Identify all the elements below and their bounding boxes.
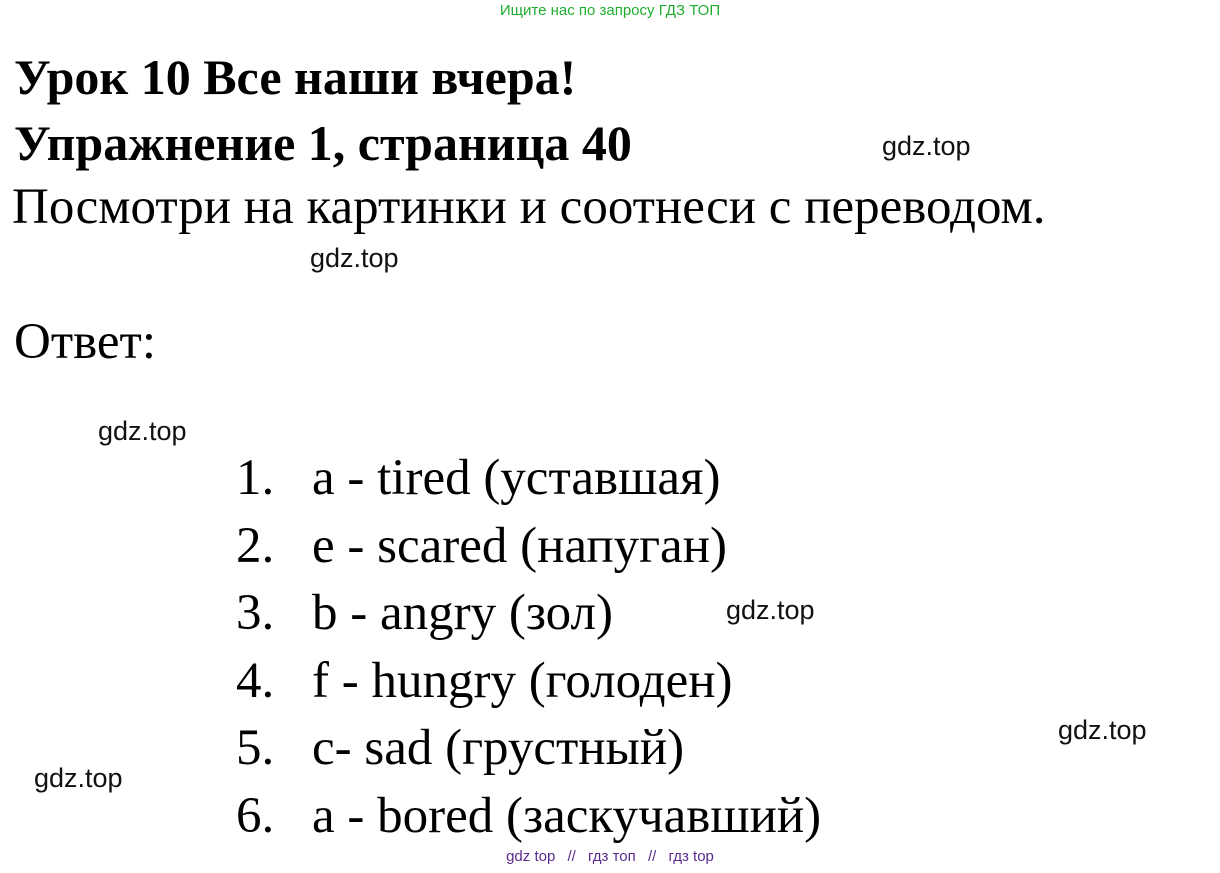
exercise-instruction: Посмотри на картинки и соотнеси с переводом. bbox=[12, 179, 1046, 235]
footer-link-gdz-top-ru[interactable]: гдз топ bbox=[588, 848, 636, 865]
answer-number: 4. bbox=[236, 652, 275, 709]
answer-item bbox=[236, 786, 821, 854]
footer-link-gdz-top[interactable]: gdz top bbox=[506, 848, 556, 865]
answer-text: c- sad (грустный) bbox=[312, 720, 685, 776]
answer-number: 1. bbox=[236, 450, 275, 506]
answer-list bbox=[236, 448, 821, 853]
watermark: gdz.top bbox=[1058, 715, 1147, 745]
answer-item bbox=[236, 718, 821, 786]
answer-text: e - scared (напуган) bbox=[312, 517, 727, 574]
answer-text: f - hungry (голоден) bbox=[312, 652, 733, 709]
watermark: gdz.top bbox=[726, 595, 815, 625]
answer-item bbox=[236, 448, 821, 516]
footer-link-gdz-top-mixed[interactable]: гдз top bbox=[668, 848, 714, 865]
answer-text: a - bored (заскучавший) bbox=[312, 787, 822, 844]
footer-separator: // bbox=[647, 848, 657, 865]
watermark: gdz.top bbox=[310, 243, 399, 273]
answer-number: 5. bbox=[236, 720, 275, 776]
answer-text: b - angry (зол) bbox=[312, 585, 613, 641]
answer-text: a - tired (уставшая) bbox=[312, 450, 721, 506]
answer-item bbox=[236, 651, 821, 719]
exercise-title: Упражнение 1, страница 40 bbox=[14, 115, 632, 171]
answer-label: Ответ: bbox=[14, 314, 156, 370]
lesson-title: Урок 10 Все наши вчера! bbox=[14, 49, 577, 105]
watermark: gdz.top bbox=[34, 763, 123, 793]
top-banner: Ищите нас по запросу ГДЗ ТОП bbox=[499, 2, 721, 19]
watermark: gdz.top bbox=[98, 416, 187, 446]
footer-separator: // bbox=[567, 848, 576, 865]
watermark: gdz.top bbox=[882, 131, 971, 161]
answer-number: 2. bbox=[236, 517, 275, 574]
answer-item bbox=[236, 516, 821, 584]
footer-links bbox=[0, 848, 1220, 865]
answer-number: 6. bbox=[236, 787, 275, 844]
answer-number: 3. bbox=[236, 585, 275, 641]
